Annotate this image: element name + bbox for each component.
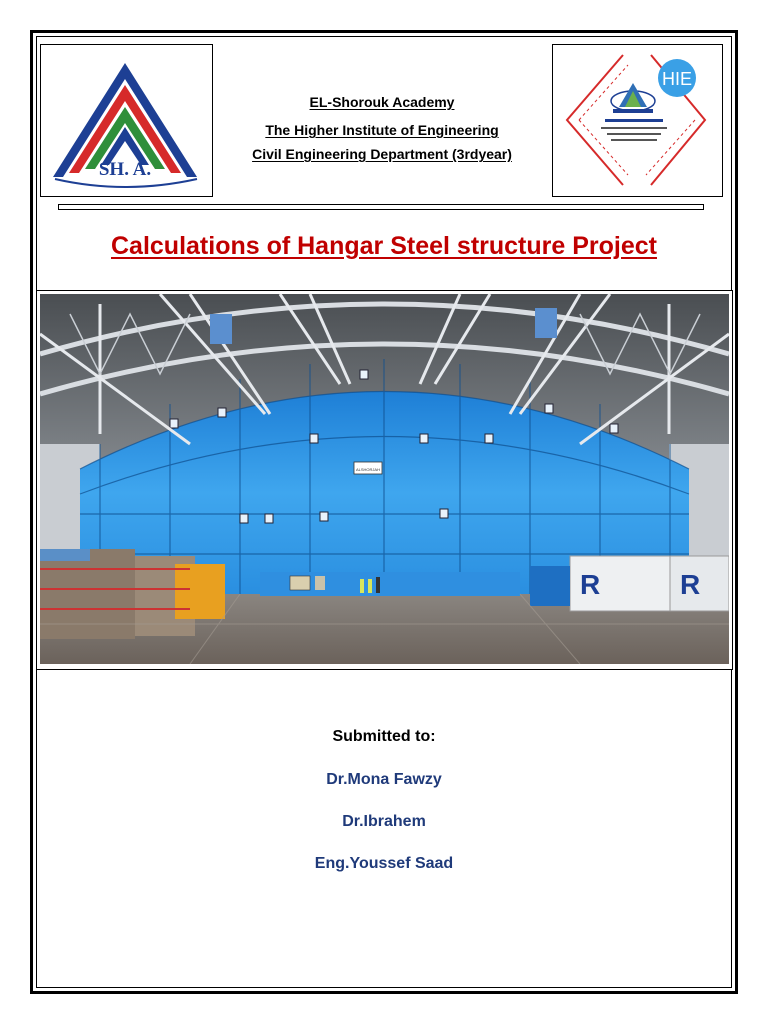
recipient-name: Dr.Mona Fawzy	[326, 771, 442, 788]
svg-text:R: R	[680, 569, 701, 600]
header-divider	[58, 204, 704, 210]
hangar-sign-text: ALSHORJAH	[355, 467, 381, 472]
department-name: Civil Engineering Department (3rdyear)	[252, 146, 512, 162]
academy-logo	[40, 44, 213, 197]
hangar-image	[40, 294, 729, 664]
recipient-name: Eng.Youssef Saad	[314, 855, 454, 872]
hie-badge-text: HIE	[661, 69, 693, 89]
svg-text:R: R	[580, 569, 601, 600]
header-block	[214, 94, 550, 174]
academy-name: EL-Shorouk Academy	[309, 94, 455, 110]
institute-logo	[552, 44, 723, 197]
institute-name: The Higher Institute of Engineering	[265, 122, 499, 138]
recipient-name: Dr.Ibrahem	[342, 813, 426, 830]
logo-text: SH. A.	[98, 159, 152, 180]
hangar-photo	[40, 294, 729, 664]
sha-logo-icon	[41, 45, 211, 195]
submitted-label: Submitted to:	[332, 728, 436, 745]
hie-logo-icon	[553, 45, 721, 195]
document-title: Calculations of Hangar Steel structure Project	[111, 232, 657, 260]
